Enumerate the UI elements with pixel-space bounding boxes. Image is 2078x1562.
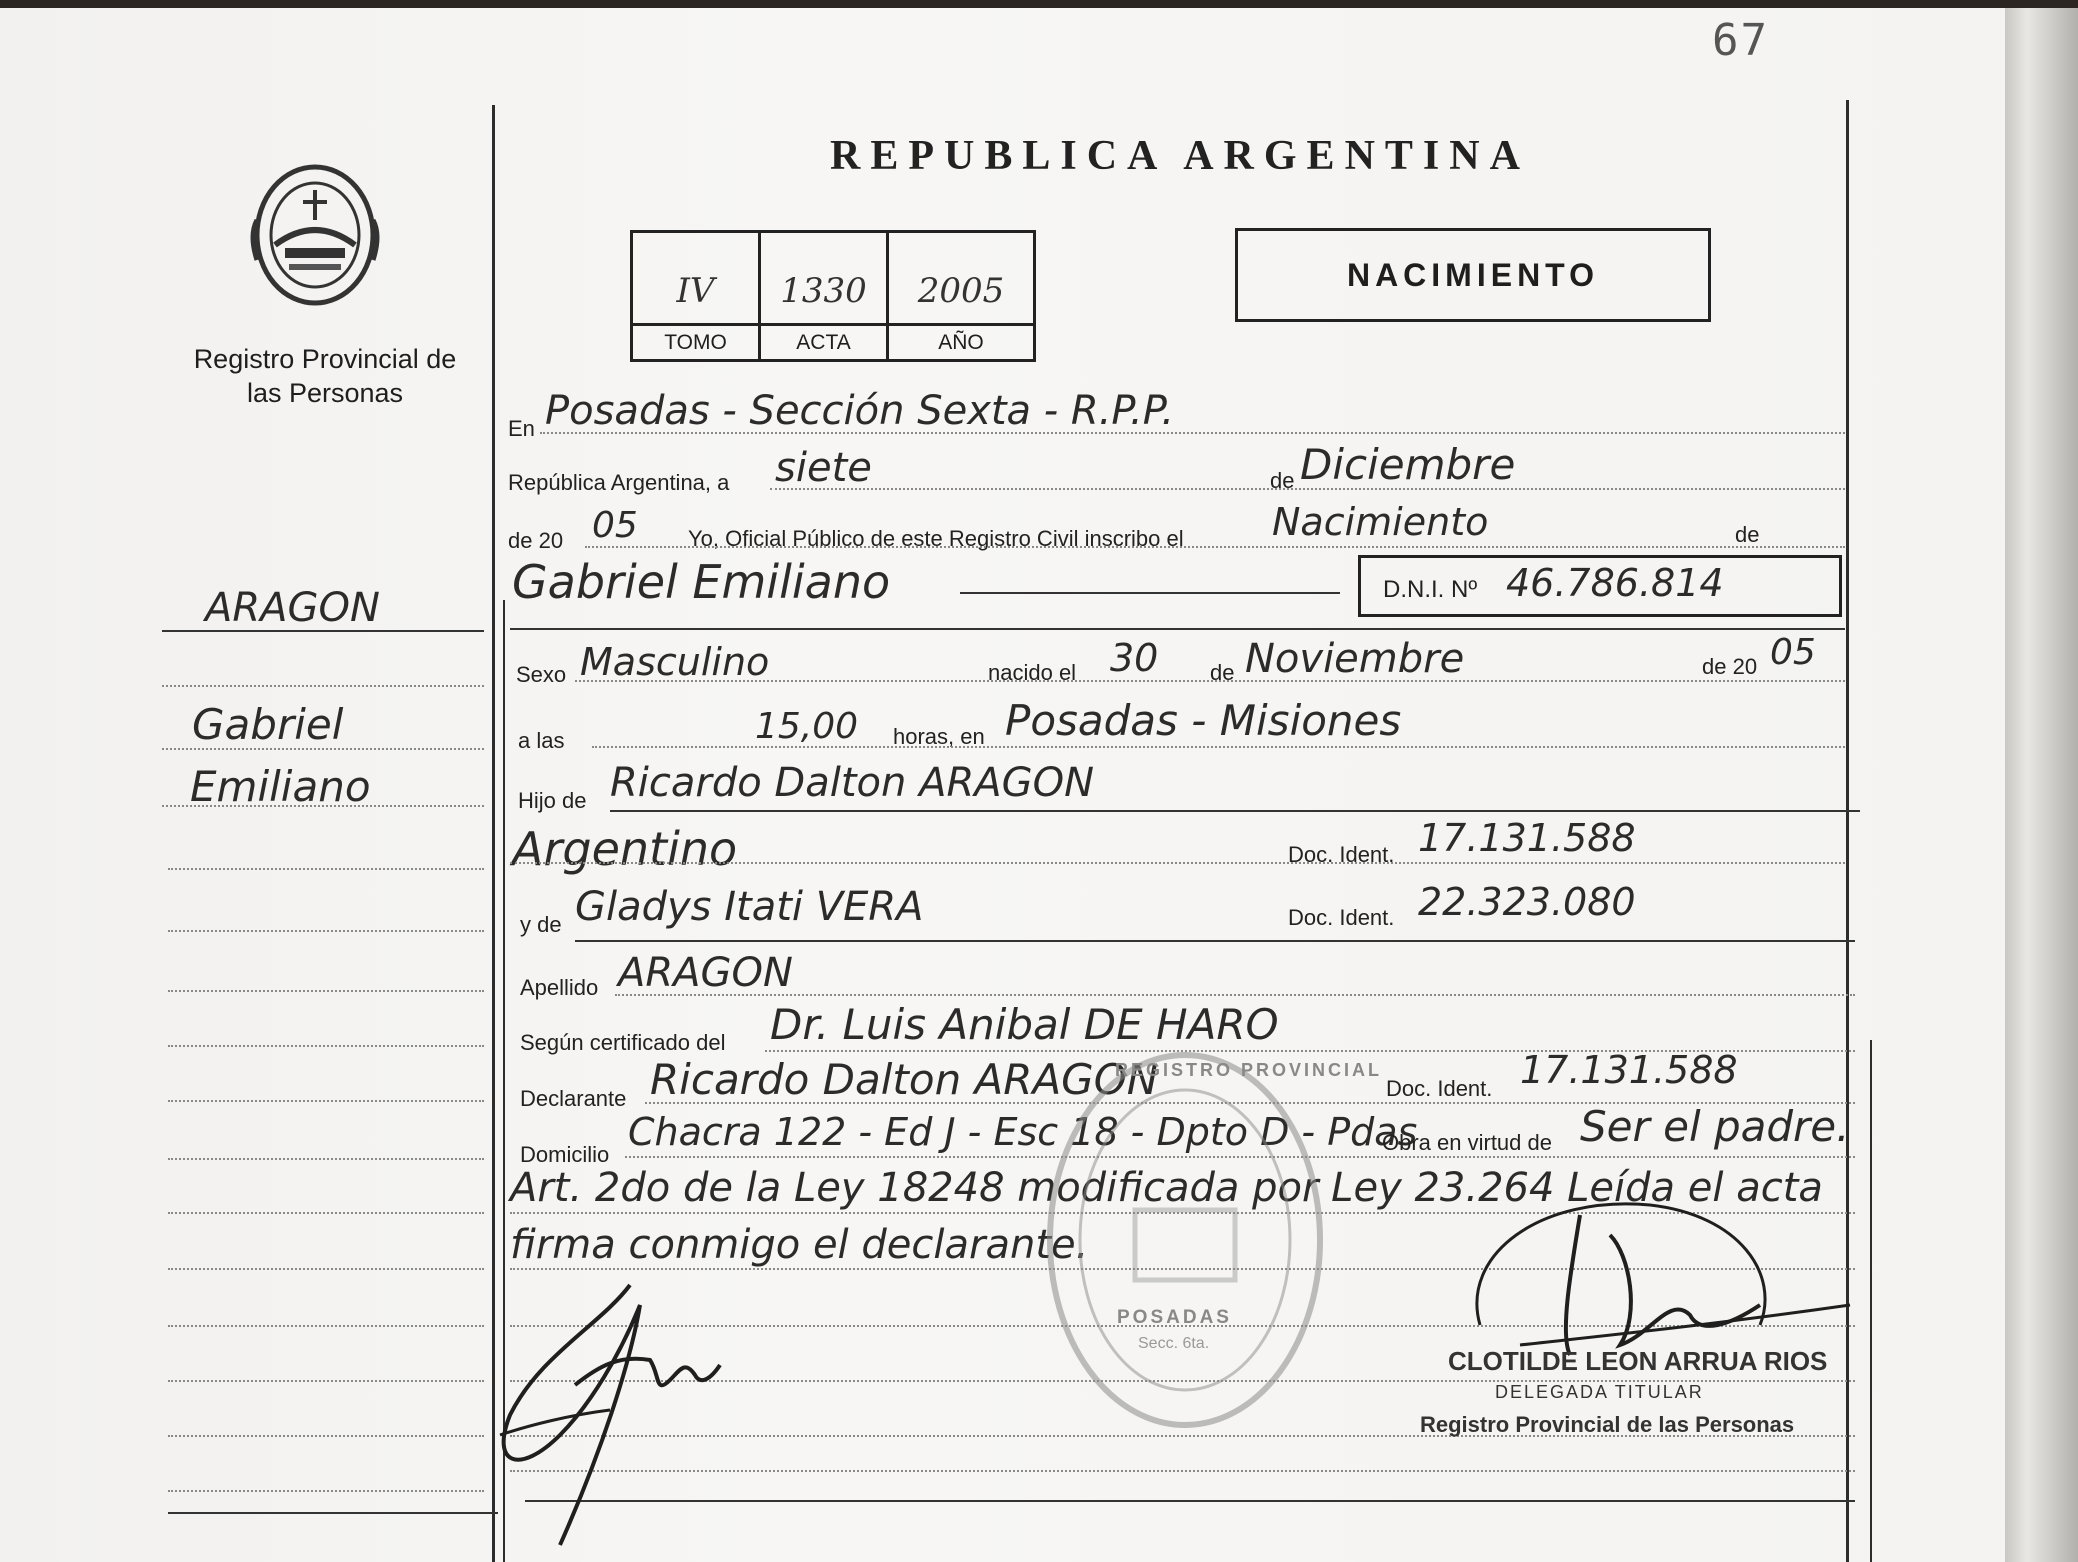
label-doc-ident-father: Doc. Ident. [1288,842,1395,867]
sidebar-bottom-line [168,1512,498,1514]
sidebar-line [168,930,484,932]
child-name-value: Gabriel Emiliano [512,555,891,609]
place-value: Posadas - Sección Sexta - R.P.P. [545,388,1175,434]
sidebar-line [162,805,484,807]
label-de-2: de [1735,522,1760,547]
form-line [585,546,1845,548]
label-obra: Obra en virtud de [1382,1130,1552,1155]
sidebar-line [168,868,484,870]
sidebar-line [168,1490,484,1492]
registry-table [630,230,1036,362]
sidebar-line [162,685,484,687]
label-nacido: nacido el [988,660,1077,685]
label-de-3: de [1210,660,1235,685]
label-de20-2: de 20 [1702,654,1758,679]
stamp-text-sub: Secc. 6ta. [1138,1335,1210,1352]
sidebar-line [168,1158,484,1160]
sexo-value: Masculino [580,640,770,684]
anio-value: 2005 [917,271,1005,311]
hour-value: 15,00 [755,706,859,747]
certifier-value: Dr. Luis Anibal DE HARO [770,1000,1279,1049]
form-line [960,592,1340,594]
day-value: siete [775,445,872,491]
official-office: Registro Provincial de las Personas [1420,1412,1795,1437]
registry-name: Registro Provincial de las Personas [193,344,457,408]
label-oficial: Yo, Oficial Público de este Registro Civil inscribo el [688,526,1184,551]
document-title: REPUBLICA ARGENTINA [830,133,1530,179]
sidebar-line [168,1380,484,1382]
label-de: de [1270,468,1295,493]
label-horas: horas, en [893,724,985,749]
tomo-value: IV [676,271,715,311]
label-yde: y de [520,912,562,937]
declarant-signature-icon [480,1265,740,1555]
label-hijo: Hijo de [518,788,587,813]
form-line [510,862,1845,864]
sidebar-line [168,1435,484,1437]
form-line [592,746,1845,748]
provincial-seal-icon [245,160,385,310]
declarant-doc-value: 17.131.588 [1520,1048,1738,1092]
stamp-text-city: POSADAS [1117,1307,1232,1328]
right-border-line-lower [1870,1040,1872,1562]
sidebar-line [168,990,484,992]
sidebar-given-name-1: Gabriel [192,700,344,749]
apellido-value: ARAGON [618,950,793,996]
official-role: DELEGADA TITULAR [1495,1382,1704,1402]
sidebar-line [162,748,484,750]
form-line [575,680,1845,682]
acta-value: 1330 [780,271,867,311]
official-stamp-icon [1040,1040,1330,1440]
label-sexo: Sexo [516,662,567,687]
label-apellido: Apellido [520,975,599,1000]
birth-day-value: 30 [1110,636,1159,680]
mother-name-value: Gladys Itati VERA [575,884,924,930]
sidebar-line [168,1325,484,1327]
father-nationality-value: Argentino [512,822,738,876]
father-doc-value: 17.131.588 [1418,816,1636,860]
form-line [615,994,1855,996]
tomo-cell [633,233,761,359]
birth-year-suffix-value: 05 [1770,632,1816,673]
book-edge [2005,0,2078,1562]
label-alas: a las [518,728,565,753]
sidebar-line [168,1268,484,1270]
label-segun: Según certificado del [520,1030,726,1055]
note-line-1: Art. 2do de la Ley 18248 modificada por Ley 23.264 Leída el acta [510,1165,1823,1211]
label-doc-ident-mother: Doc. Ident. [1288,905,1395,930]
sidebar-line [162,630,484,632]
declarant-value: Ricardo Dalton ARAGON [650,1055,1159,1104]
dni-value: 46.786.814 [1506,561,1724,605]
label-dni: D.N.I. Nº [1383,576,1478,603]
form-line [510,628,1845,630]
domicile-value: Chacra 122 - Ed J - Esc 18 - Dpto D - Pdas [628,1110,1418,1154]
acta-cell [761,233,889,359]
official-name: CLOTILDE LEON ARRUA RIOS [1448,1346,1828,1376]
obra-value: Ser el padre. [1580,1102,1850,1151]
form-line [575,940,1855,942]
label-declarante: Declarante [520,1086,627,1111]
label-doc-ident-declarant: Doc. Ident. [1386,1076,1493,1101]
form-line [610,810,1860,812]
anio-cell [889,233,1033,359]
form-line [540,432,1845,434]
sidebar-line [168,1045,484,1047]
acta-label: ACTA [761,323,886,359]
anio-label: AÑO [889,323,1033,359]
sidebar-given-name-2: Emiliano [190,762,371,811]
sidebar-line [168,1100,484,1102]
page-number: 67 [1712,15,1769,66]
label-de20: de 20 [508,528,564,553]
sidebar-line [168,1212,484,1214]
mother-doc-value: 22.323.080 [1418,880,1636,924]
document-type-box: NACIMIENTO [1235,228,1711,322]
label-en: En [508,416,535,441]
top-binding-strip [0,0,2078,8]
sidebar-surname: ARAGON [205,585,380,631]
father-name-value: Ricardo Dalton ARAGON [610,760,1095,806]
label-republica: República Argentina, a [508,470,730,495]
birth-place-value: Posadas - Misiones [1005,696,1402,745]
month-value: Diciembre [1300,440,1516,489]
year-suffix-value: 05 [592,505,638,546]
stamp-text-top: REGISTRO PROVINCIAL [1115,1060,1383,1080]
label-domicilio: Domicilio [520,1142,610,1167]
note-line-2: firma conmigo el declarante. [510,1222,1089,1268]
birth-month-value: Noviembre [1245,636,1465,682]
form-line [770,488,1845,490]
dni-box [1358,555,1842,617]
tomo-label: TOMO [633,323,758,359]
inscription-type-value: Nacimiento [1272,500,1489,544]
